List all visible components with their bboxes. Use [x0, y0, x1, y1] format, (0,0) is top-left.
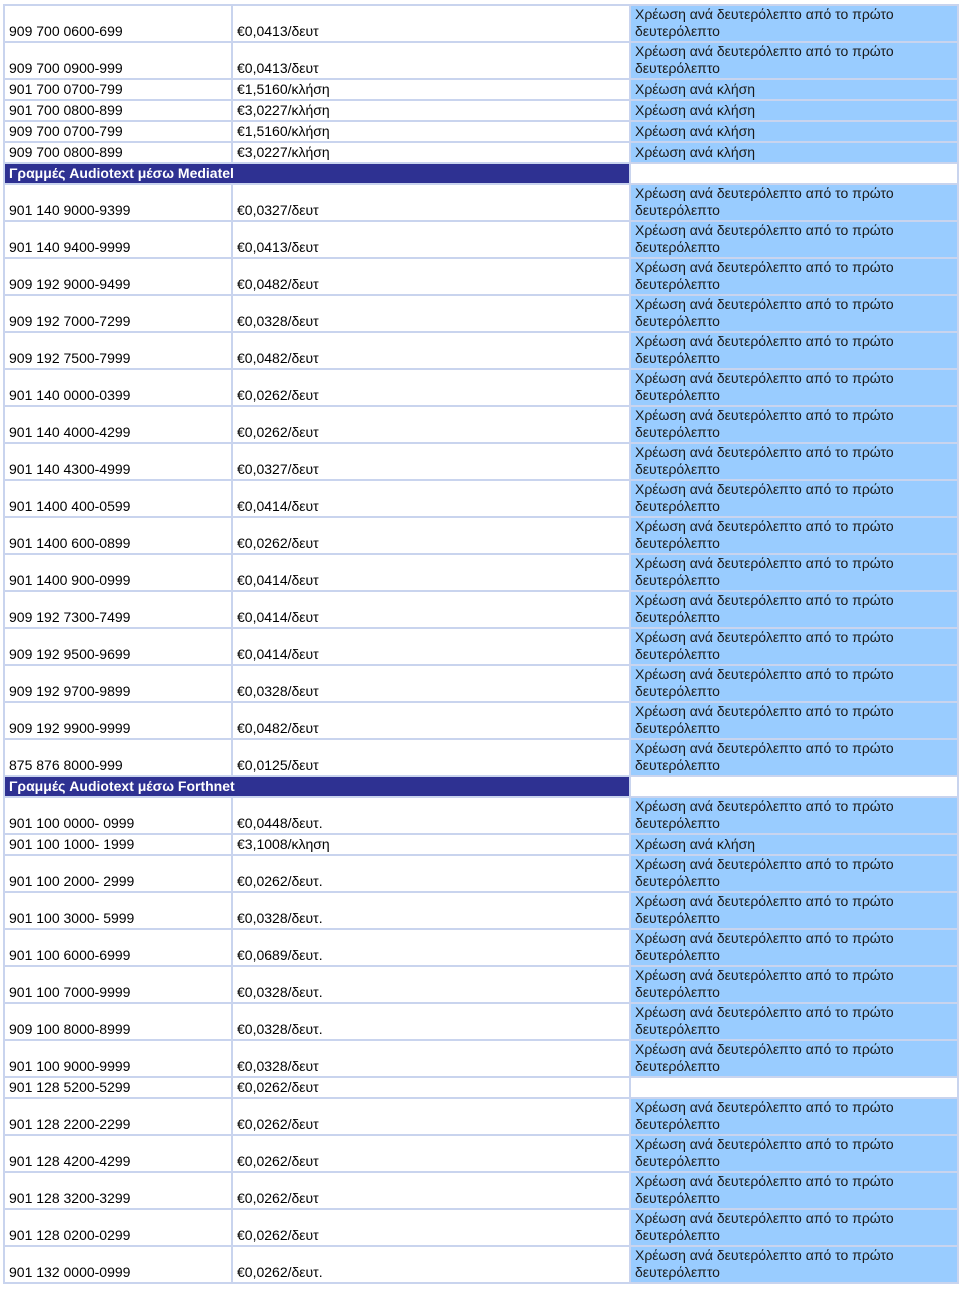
rate-row [4, 221, 958, 258]
charge-type-cell: Χρέωση ανά δευτερόλεπτο από το πρώτο δευτερόλεπτο [630, 1003, 958, 1040]
number-range-cell: 909 700 0700-799 [4, 121, 232, 142]
number-range-cell: 901 100 7000-9999 [4, 966, 232, 1003]
price-cell: €0,0482/δευτ [232, 258, 630, 295]
charge-type-cell: Χρέωση ανά δευτερόλεπτο από το πρώτο δευτερόλεπτο [630, 480, 958, 517]
price-cell: €0,0413/δευτ [232, 221, 630, 258]
price-cell: €0,0328/δευτ [232, 1040, 630, 1077]
price-cell: €0,0448/δευτ. [232, 797, 630, 834]
number-range-cell: 901 140 4000-4299 [4, 406, 232, 443]
number-range-cell: 901 140 9000-9399 [4, 184, 232, 221]
number-range-cell: 909 700 0800-899 [4, 142, 232, 163]
number-range-cell: 909 192 7000-7299 [4, 295, 232, 332]
number-range-cell: 901 100 0000- 0999 [4, 797, 232, 834]
rate-row [4, 554, 958, 591]
price-cell: €0,0482/δευτ [232, 702, 630, 739]
number-range-cell: 901 100 1000- 1999 [4, 834, 232, 855]
number-range-cell: 901 140 0000-0399 [4, 369, 232, 406]
charge-type-cell: Χρέωση ανά δευτερόλεπτο από το πρώτο δευτερόλεπτο [630, 332, 958, 369]
charge-type-cell: Χρέωση ανά δευτερόλεπτο από το πρώτο δευτερόλεπτο [630, 295, 958, 332]
rate-row [4, 1040, 958, 1077]
charge-type-cell: Χρέωση ανά δευτερόλεπτο από το πρώτο δευτερόλεπτο [630, 369, 958, 406]
charge-type-cell: Χρέωση ανά δευτερόλεπτο από το πρώτο δευτερόλεπτο [630, 702, 958, 739]
rate-row [4, 295, 958, 332]
rate-row [4, 1098, 958, 1135]
number-range-cell: 909 192 9700-9899 [4, 665, 232, 702]
rate-row [4, 369, 958, 406]
rate-row [4, 591, 958, 628]
charge-type-cell: Χρέωση ανά δευτερόλεπτο από το πρώτο δευτερόλεπτο [630, 5, 958, 42]
charge-type-cell: Χρέωση ανά δευτερόλεπτο από το πρώτο δευτερόλεπτο [630, 892, 958, 929]
section-header-row [4, 163, 958, 184]
rate-row [4, 121, 958, 142]
number-range-cell: 909 192 9500-9699 [4, 628, 232, 665]
number-range-cell: 901 128 2200-2299 [4, 1098, 232, 1135]
price-cell: €0,0262/δευτ [232, 406, 630, 443]
charge-type-cell: Χρέωση ανά δευτερόλεπτο από το πρώτο δευτερόλεπτο [630, 1246, 958, 1283]
number-range-cell: 901 100 2000- 2999 [4, 855, 232, 892]
number-range-cell: 901 100 3000- 5999 [4, 892, 232, 929]
price-cell: €3,0227/κλήση [232, 100, 630, 121]
price-cell: €0,0262/δευτ [232, 1172, 630, 1209]
charge-type-cell: Χρέωση ανά δευτερόλεπτο από το πρώτο δευτερόλεπτο [630, 591, 958, 628]
rate-row [4, 834, 958, 855]
price-cell: €0,0328/δευτ [232, 665, 630, 702]
section-title: Γραμμές Audiotext μέσω Forthnet [4, 776, 630, 797]
audiotext-rates-table [3, 4, 959, 1284]
rate-row [4, 892, 958, 929]
charge-type-cell: Χρέωση ανά δευτερόλεπτο από το πρώτο δευτερόλεπτο [630, 929, 958, 966]
number-range-cell: 909 192 9000-9499 [4, 258, 232, 295]
number-range-cell: 901 128 0200-0299 [4, 1209, 232, 1246]
charge-type-cell: Χρέωση ανά δευτερόλεπτο από το πρώτο δευτερόλεπτο [630, 797, 958, 834]
price-cell: €0,0414/δευτ [232, 480, 630, 517]
price-cell: €3,1008/κληση [232, 834, 630, 855]
rate-row [4, 1135, 958, 1172]
rate-row [4, 702, 958, 739]
number-range-cell: 901 1400 400-0599 [4, 480, 232, 517]
rate-row [4, 739, 958, 776]
rate-row [4, 1246, 958, 1283]
section-header-row [4, 776, 958, 797]
price-cell: €0,0262/δευτ. [232, 855, 630, 892]
price-cell: €0,0328/δευτ. [232, 1003, 630, 1040]
charge-type-cell: Χρέωση ανά δευτερόλεπτο από το πρώτο δευτερόλεπτο [630, 406, 958, 443]
number-range-cell: 901 100 9000-9999 [4, 1040, 232, 1077]
rate-row [4, 1077, 958, 1098]
number-range-cell: 901 128 4200-4299 [4, 1135, 232, 1172]
rate-row [4, 79, 958, 100]
charge-type-cell: Χρέωση ανά κλήση [630, 79, 958, 100]
charge-type-cell: Χρέωση ανά δευτερόλεπτο από το πρώτο δευτερόλεπτο [630, 221, 958, 258]
rate-row [4, 184, 958, 221]
rate-row [4, 1172, 958, 1209]
number-range-cell: 901 128 3200-3299 [4, 1172, 232, 1209]
charge-type-cell: Χρέωση ανά κλήση [630, 100, 958, 121]
price-cell: €0,0262/δευτ [232, 1098, 630, 1135]
number-range-cell: 909 700 0900-999 [4, 42, 232, 79]
rate-row [4, 258, 958, 295]
charge-type-cell: Χρέωση ανά δευτερόλεπτο από το πρώτο δευτερόλεπτο [630, 258, 958, 295]
rate-row [4, 1209, 958, 1246]
price-cell: €0,0262/δευτ [232, 369, 630, 406]
number-range-cell: 901 700 0800-899 [4, 100, 232, 121]
charge-type-cell: Χρέωση ανά δευτερόλεπτο από το πρώτο δευτερόλεπτο [630, 855, 958, 892]
price-cell: €0,0262/δευτ. [232, 1246, 630, 1283]
number-range-cell: 875 876 8000-999 [4, 739, 232, 776]
price-cell: €0,0328/δευτ. [232, 966, 630, 1003]
price-cell: €0,0125/δευτ [232, 739, 630, 776]
charge-type-cell: Χρέωση ανά δευτερόλεπτο από το πρώτο δευτερόλεπτο [630, 1209, 958, 1246]
charge-type-cell: Χρέωση ανά δευτερόλεπτο από το πρώτο δευτερόλεπτο [630, 739, 958, 776]
rate-row [4, 42, 958, 79]
price-cell: €0,0262/δευτ [232, 1209, 630, 1246]
price-cell: €1,5160/κλήση [232, 79, 630, 100]
charge-type-cell: Χρέωση ανά κλήση [630, 142, 958, 163]
rate-row [4, 665, 958, 702]
number-range-cell: 909 700 0600-699 [4, 5, 232, 42]
section-blank-cell [630, 776, 958, 797]
price-cell: €0,0414/δευτ [232, 591, 630, 628]
number-range-cell: 901 140 9400-9999 [4, 221, 232, 258]
price-cell: €3,0227/κλήση [232, 142, 630, 163]
rate-row [4, 966, 958, 1003]
charge-type-cell: Χρέωση ανά δευτερόλεπτο από το πρώτο δευτερόλεπτο [630, 1172, 958, 1209]
rates-table-body [4, 5, 958, 1283]
price-cell: €0,0262/δευτ [232, 1077, 630, 1098]
charge-type-cell: Χρέωση ανά δευτερόλεπτο από το πρώτο δευτερόλεπτο [630, 665, 958, 702]
rate-row [4, 406, 958, 443]
rate-row [4, 100, 958, 121]
price-cell: €0,0414/δευτ [232, 628, 630, 665]
price-cell: €0,0327/δευτ [232, 184, 630, 221]
charge-type-cell: Χρέωση ανά δευτερόλεπτο από το πρώτο δευτερόλεπτο [630, 1135, 958, 1172]
price-cell: €0,0413/δευτ [232, 5, 630, 42]
price-cell: €0,0262/δευτ [232, 1135, 630, 1172]
charge-type-cell: Χρέωση ανά δευτερόλεπτο από το πρώτο δευτερόλεπτο [630, 628, 958, 665]
price-cell: €0,0414/δευτ [232, 554, 630, 591]
price-cell: €0,0413/δευτ [232, 42, 630, 79]
price-cell: €0,0328/δευτ [232, 295, 630, 332]
number-range-cell: 901 1400 900-0999 [4, 554, 232, 591]
number-range-cell: 901 100 6000-6999 [4, 929, 232, 966]
number-range-cell: 901 1400 600-0899 [4, 517, 232, 554]
charge-type-cell: Χρέωση ανά κλήση [630, 121, 958, 142]
number-range-cell: 909 192 7500-7999 [4, 332, 232, 369]
number-range-cell: 909 192 9900-9999 [4, 702, 232, 739]
rate-row [4, 480, 958, 517]
number-range-cell: 901 132 0000-0999 [4, 1246, 232, 1283]
number-range-cell: 909 100 8000-8999 [4, 1003, 232, 1040]
charge-type-cell [630, 1077, 958, 1098]
charge-type-cell: Χρέωση ανά δευτερόλεπτο από το πρώτο δευτερόλεπτο [630, 443, 958, 480]
rate-row [4, 443, 958, 480]
rate-row [4, 929, 958, 966]
section-blank-cell [630, 163, 958, 184]
section-title: Γραμμές Audiotext μέσω Mediatel [4, 163, 630, 184]
charge-type-cell: Χρέωση ανά δευτερόλεπτο από το πρώτο δευτερόλεπτο [630, 184, 958, 221]
rate-row [4, 855, 958, 892]
rate-row [4, 628, 958, 665]
price-cell: €0,0327/δευτ [232, 443, 630, 480]
price-cell: €0,0262/δευτ [232, 517, 630, 554]
charge-type-cell: Χρέωση ανά δευτερόλεπτο από το πρώτο δευτερόλεπτο [630, 517, 958, 554]
charge-type-cell: Χρέωση ανά δευτερόλεπτο από το πρώτο δευτερόλεπτο [630, 554, 958, 591]
price-cell: €0,0328/δευτ. [232, 892, 630, 929]
charge-type-cell: Χρέωση ανά δευτερόλεπτο από το πρώτο δευτερόλεπτο [630, 1040, 958, 1077]
price-cell: €0,0689/δευτ. [232, 929, 630, 966]
number-range-cell: 909 192 7300-7499 [4, 591, 232, 628]
price-cell: €0,0482/δευτ [232, 332, 630, 369]
price-cell: €1,5160/κλήση [232, 121, 630, 142]
rate-row [4, 5, 958, 42]
charge-type-cell: Χρέωση ανά δευτερόλεπτο από το πρώτο δευτερόλεπτο [630, 42, 958, 79]
charge-type-cell: Χρέωση ανά δευτερόλεπτο από το πρώτο δευτερόλεπτο [630, 966, 958, 1003]
rate-row [4, 517, 958, 554]
rate-row [4, 797, 958, 834]
rate-row [4, 142, 958, 163]
rate-row [4, 332, 958, 369]
rate-row [4, 1003, 958, 1040]
number-range-cell: 901 700 0700-799 [4, 79, 232, 100]
number-range-cell: 901 128 5200-5299 [4, 1077, 232, 1098]
charge-type-cell: Χρέωση ανά δευτερόλεπτο από το πρώτο δευτερόλεπτο [630, 1098, 958, 1135]
charge-type-cell: Χρέωση ανά κλήση [630, 834, 958, 855]
number-range-cell: 901 140 4300-4999 [4, 443, 232, 480]
